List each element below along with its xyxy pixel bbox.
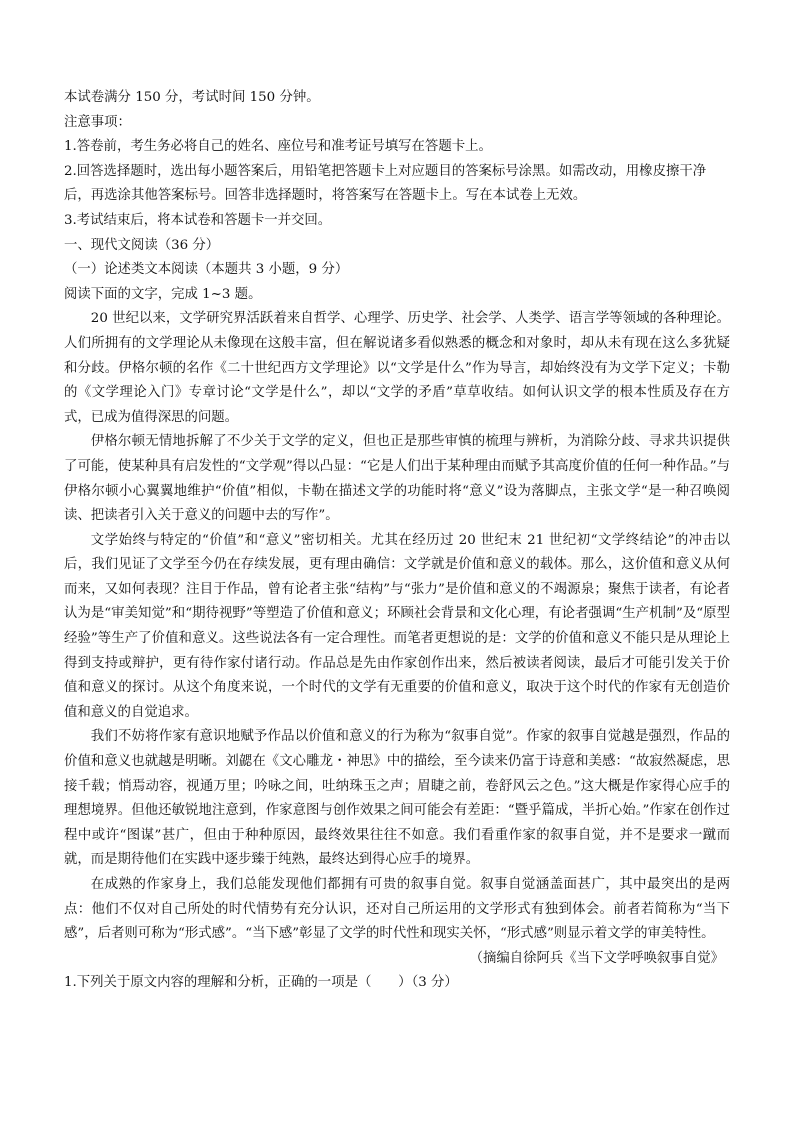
article-paragraph-4: 我们不妨将作家有意识地赋予作品以价值和意义的行为称为“叙事自觉”。作家的叙事自觉越是强烈，作品的价值和意义也就越是明晰。刘勰在《文心雕龙・神思》中的描绘，至今读来仍富于诗意和美感：“故寂然凝虑，思接千载；悄焉动容，视通万里；吟咏之间，吐纳珠玉之声；眉睫之前，卷舒风云之色。”这大概是作家得心应手的理想境界。但他还敏锐地注意到，作家意图与创作效果之间可能会有差距：“暨乎篇成，半折心始。”作家在创作过程中或许“图谋”甚广，但由于种种原因，最终效果往往不如意。我们看重作家的叙事自觉，并不是要求一蹴而就，而是期待他们在实践中逐步臻于纯熟，最终达到得心应手的境界。: [64, 729, 730, 868]
article-paragraph-5: 在成熟的作家身上，我们总能发现他们都拥有可贵的叙事自觉。叙事自觉涵盖面甚广，其中最突出的是两点：他们不仅对自己所处的时代情势有充分认识，还对自己所运用的文学形式有独到体会。前者若简称为“当下感”，后者则可称为“形式感”。“当下感”彰显了文学的时代性和现实关怀，“形式感”则显示着文学的审美特性。: [64, 877, 730, 942]
notice-item-2: 2.回答选择题时，选出每小题答案后，用铅笔把答题卡上对应题目的答案标号涂黑。如需改动，用橡皮擦干净后，再选涂其他答案标号。回答非选择题时，将答案写在答题卡上。写在本试卷上无效。: [64, 163, 707, 204]
article-source: （摘编自徐阿兵《当下文学呼唤叙事自觉》: [469, 950, 724, 966]
full-score-line: 本试卷满分 150 分，考试时间 150 分钟。: [64, 90, 320, 105]
question-1: 1.下列关于原文内容的理解和分析，正确的一项是（ ）（3 分）: [64, 975, 458, 991]
article-paragraph-3: 文学始终与特定的“价值”和“意义”密切相关。尤其在经历过 20 世纪末 21 世纪初“文学终结论”的冲击以后，我们见证了文学至今仍在存续发展，更有理由确信：文学就是价值和意义的载体。那么，这价值和意义从何而来，又如何表现？注目于作品，曾有论者主张“结构”与“张力”是价值和意义的不竭源泉；聚焦于读者，有论者认为是“审美知觉”和“期待视野”等塑造了价值和意义；环顾社会背景和文化心理，有论者强调“生产机制”及“原型经验”等生产了价值和意义。这些说法各有一定合理性。而笔者更想说的是：文学的价值和意义不能只是从理论上得到支持或辩护，更有待作家付诸行动。作品总是先由作家创作出来，然后被读者阅读，最后才可能引发关于价值和意义的探讨。从这个角度来说，一个时代的文学有无重要的价值和意义，取决于这个时代的作家有无创造价值和意义的自觉追求。: [64, 532, 730, 720]
reading-instruction: 阅读下面的文字，完成 1~3 题。: [64, 286, 262, 302]
notice-title: 注意事项：: [64, 114, 131, 130]
notice-item-3: 3.考试结束后，将本试卷和答题卡一并交回。: [64, 212, 332, 228]
article-paragraph-1: 20 世纪以来，文学研究界活跃着来自哲学、心理学、历史学、社会学、人类学、语言学等领域的各种理论。人们所拥有的文学理论从未像现在这般丰富，但在解说诸多看似熟悉的概念和对象时，却从未有现在这么多犹疑和分歧。伊格尔顿的名作《二十世纪西方文学理论》以“文学是什么”作为导言，却始终没有为文学下定义；卡勒的《文学理论入门》专章讨论“文学是什么”，却以“文学的矛盾”草草收结。如何认识文学的根本性质及存在方式，已成为值得深思的问题。: [64, 311, 730, 425]
article-paragraph-2: 伊格尔顿无情地拆解了不少关于文学的定义，但也正是那些审慎的梳理与辨析，为消除分歧、寻求共识提供了可能，使某种具有启发性的“文学观”得以凸显：“它是人们出于某种理由而赋予其高度价值的任何一种作品。”与伊格尔顿小心翼翼地维护“价值”相似，卡勒在描述文学的功能时将“意义”设为落脚点，主张文学“是一种召唤阅读、把读者引入关于意义的问题中去的写作”。: [64, 434, 730, 524]
notice-item-1: 1.答卷前，考生务必将自己的姓名、座位号和准考证号填写在答题卡上。: [64, 139, 492, 155]
section-subtitle: （一）论述类文本阅读（本题共 3 小题，9 分）: [64, 262, 349, 278]
section-title: 一、现代文阅读（36 分）: [64, 237, 220, 253]
